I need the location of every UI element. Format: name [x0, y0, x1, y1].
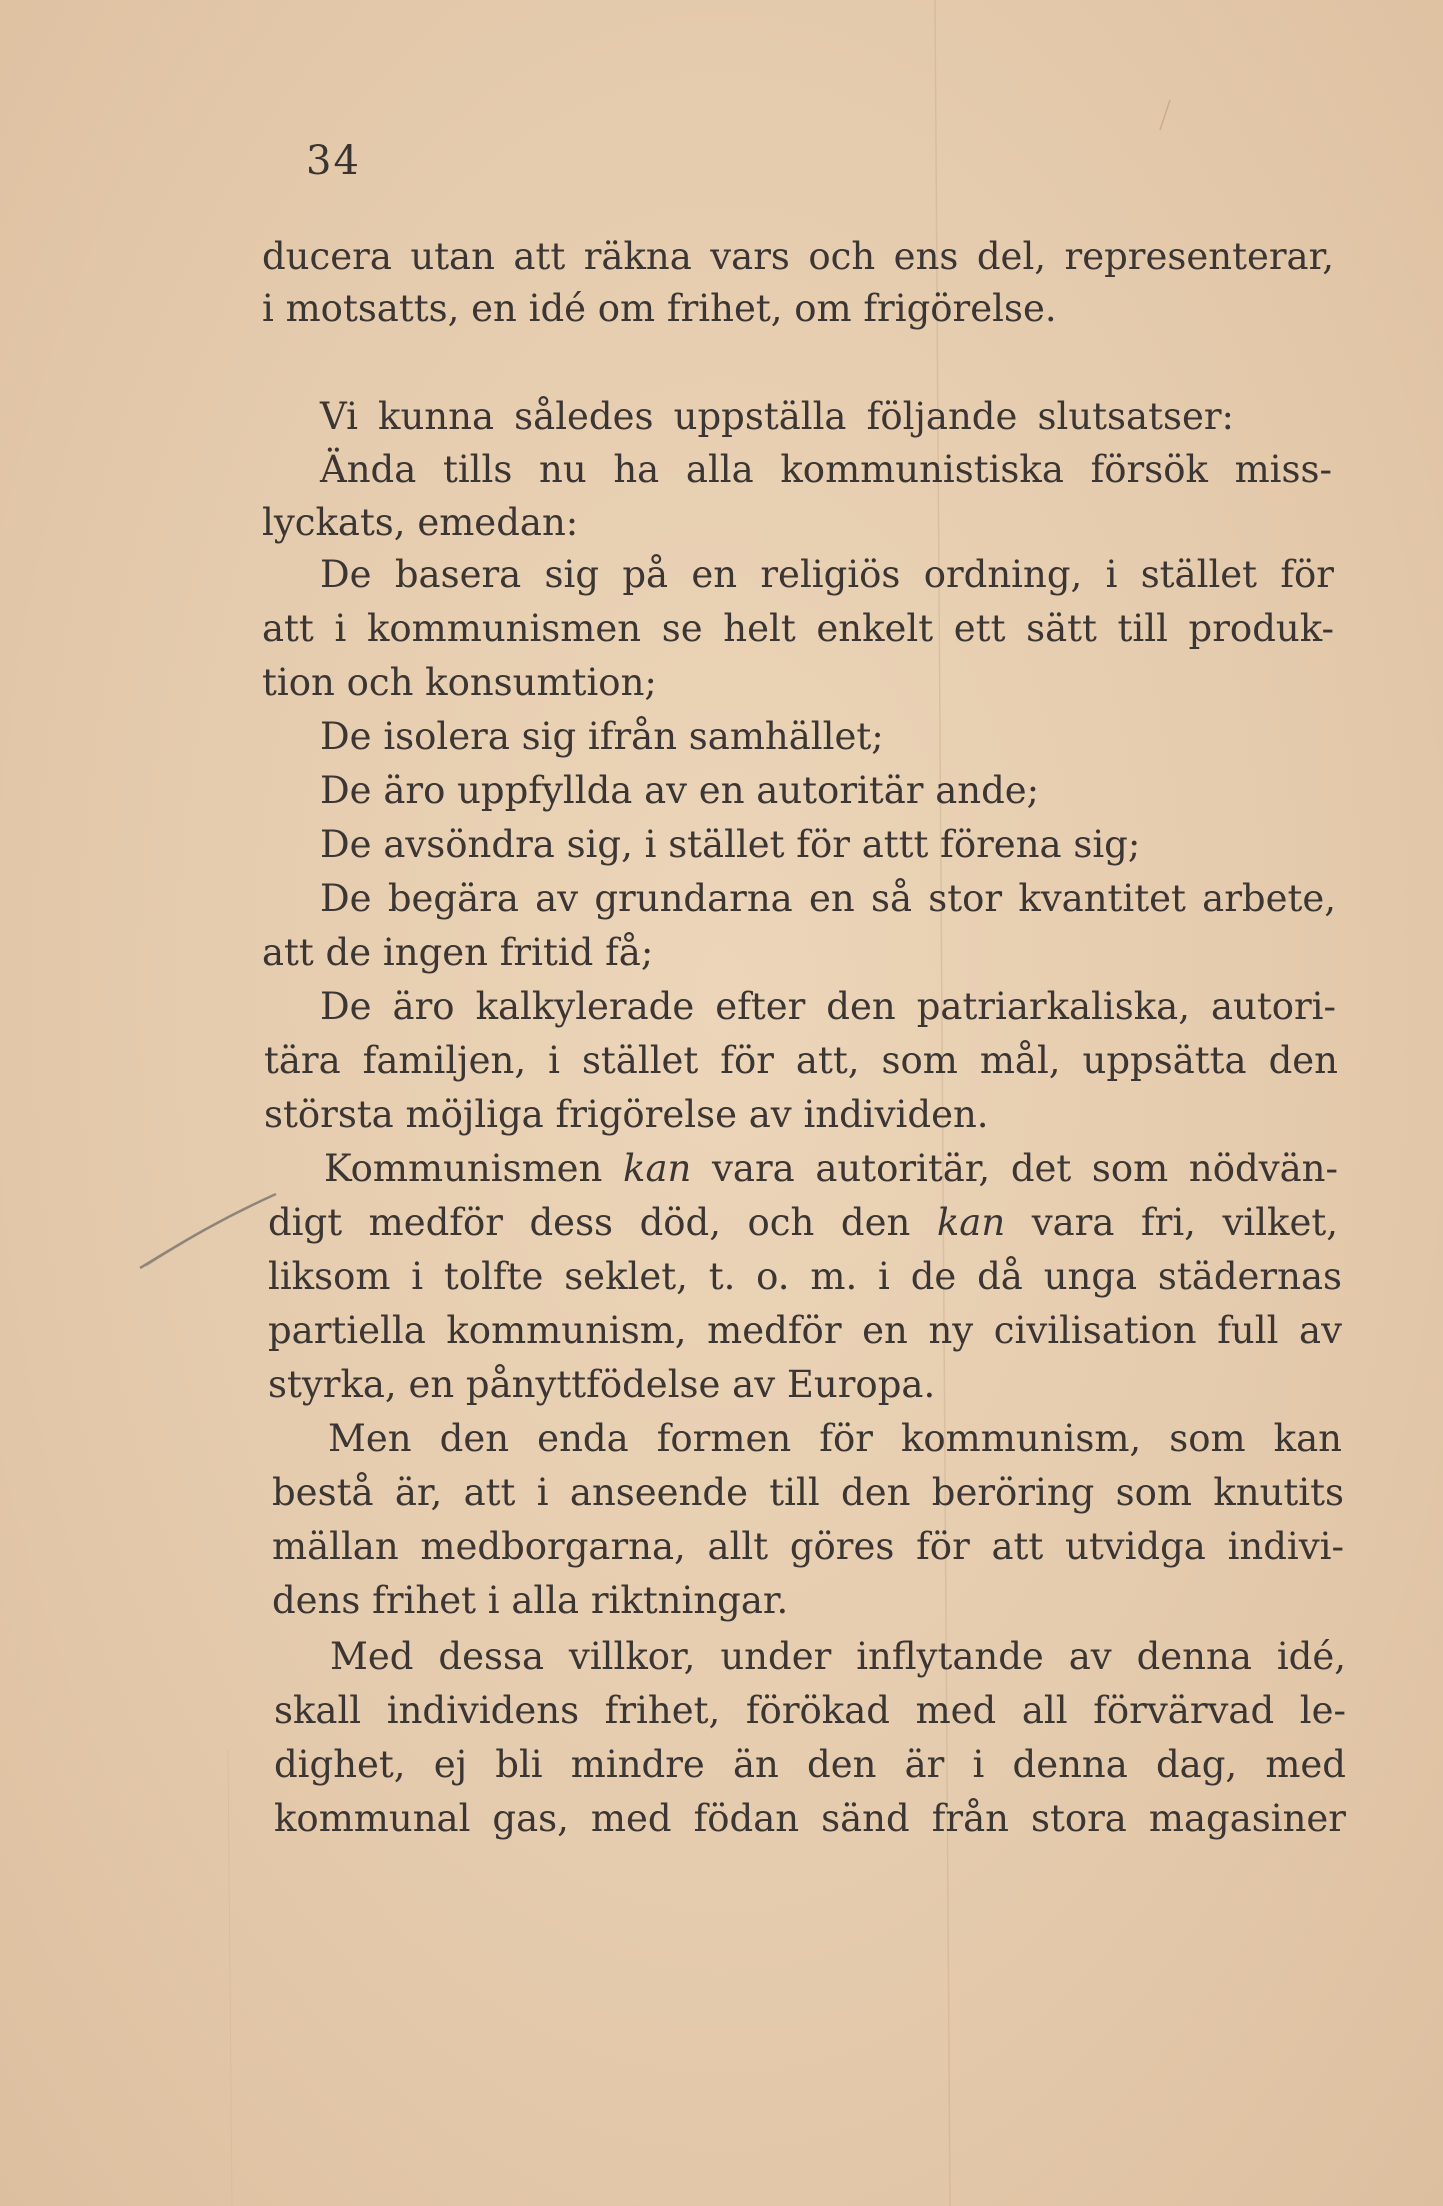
line: Vi kunna således uppställa följande slutsatser:: [320, 395, 1234, 438]
line: ducera utan att räkna vars och ens del, representerar,: [262, 235, 1334, 278]
line: De äro kalkylerade efter den patriarkaliska, autori-: [320, 985, 1336, 1028]
line: Med dessa villkor, under inflytande av denna idé,: [330, 1635, 1346, 1678]
line: De basera sig på en religiös ordning, i stället för: [320, 553, 1334, 596]
line: bestå är, att i anseende till den beröring som knutits: [272, 1471, 1344, 1514]
line: att i kommunismen se helt enkelt ett sätt till produk-: [262, 607, 1334, 650]
line: De isolera sig ifrån samhället;: [320, 715, 884, 758]
line: liksom i tolfte seklet, t. o. m. i de då unga städernas: [268, 1255, 1342, 1298]
line: De begära av grundarna en så stor kvantitet arbete,: [320, 877, 1336, 920]
pencil-mark-icon: [138, 1190, 278, 1270]
line: mällan medborgarna, allt göres för att utvidga indivi-: [272, 1525, 1344, 1568]
page-number: 34: [306, 138, 361, 184]
line: tion och konsumtion;: [262, 661, 657, 704]
line: att de ingen fritid få;: [262, 931, 654, 974]
line: Kommunismen kan vara autoritär, det som nödvän-: [324, 1147, 1338, 1190]
line: i motsatts, en idé om frihet, om frigörelse.: [262, 287, 1057, 330]
line: dens frihet i alla riktningar.: [272, 1579, 789, 1622]
line: Ända tills nu ha alla kommunistiska försök miss-: [320, 448, 1332, 491]
line: styrka, en pånyttfödelse av Europa.: [268, 1363, 936, 1406]
line: Men den enda formen för kommunism, som kan: [328, 1417, 1342, 1460]
line: skall individens frihet, förökad med all förvärvad le-: [274, 1689, 1346, 1732]
line: digt medför dess död, och den kan vara fri, vilket,: [268, 1201, 1338, 1244]
line: kommunal gas, med födan sänd från stora magasiner: [274, 1797, 1346, 1840]
line: lyckats, emedan:: [262, 501, 579, 544]
line: tära familjen, i stället för att, som mål, uppsätta den: [264, 1039, 1338, 1082]
line: partiella kommunism, medför en ny civilisation full av: [268, 1309, 1342, 1352]
line: De avsöndra sig, i stället för attt förena sig;: [320, 823, 1141, 866]
line: De äro uppfyllda av en autoritär ande;: [320, 769, 1040, 812]
line: största möjliga frigörelse av individen.: [264, 1093, 989, 1136]
line: dighet, ej bli mindre än den är i denna dag, med: [274, 1743, 1346, 1786]
